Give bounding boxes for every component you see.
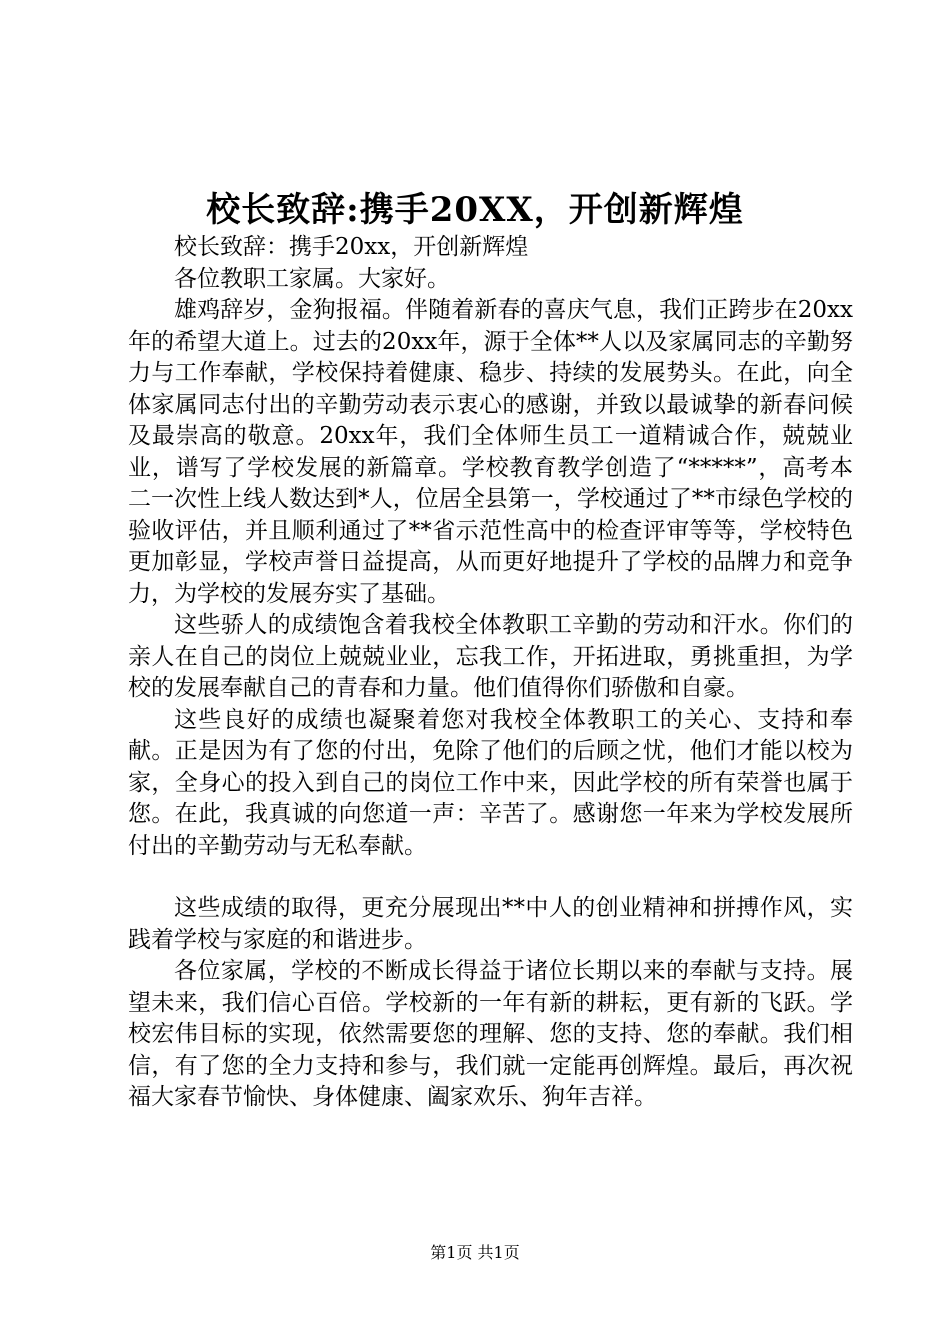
paragraph-family-support: 这些良好的成绩也凝聚着您对我校全体教职工的关心、支持和奉献。正是因为有了您的付出，免除了他们的后顾之忧，他们才能以校为家，全身心的投入到自己的岗位工作中来，因此学校的所有荣誉也属于您。在此，我真诚的向您道一声：辛苦了。感谢您一年来为学校发展所付出的辛勤劳动与无私奉献。 xyxy=(128,706,853,859)
page-footer: 第1页 共1页 xyxy=(430,1243,520,1262)
paragraph-closing: 各位家属，学校的不断成长得益于诸位长期以来的奉献与支持。展望未来，我们信心百倍。学校新的一年有新的耕耘，更有新的飞跃。学校宏伟目标的实现，依然需要您的理解、您的支持、您的奉献。我们相信，有了您的全力支持和参与，我们就一定能再创辉煌。最后，再次祝福大家春节愉快、身体健康、阖家欢乐、狗年吉祥。 xyxy=(128,958,853,1110)
paragraph-staff-effort: 这些骄人的成绩饱含着我校全体教职工辛勤的劳动和汗水。你们的亲人在自己的岗位上兢兢业业，忘我工作，开拓进取，勇挑重担，为学校的发展奉献自己的青春和力量。他们值得你们骄傲和自豪。 xyxy=(128,612,853,701)
paragraph-subtitle: 校长致辞：携手20xx，开创新辉煌 xyxy=(174,234,529,260)
paragraph-greeting: 各位教职工家属。大家好。 xyxy=(174,265,450,292)
document-body xyxy=(128,232,853,1114)
document-title: 校长致辞:携手20XX，开创新辉煌 xyxy=(206,190,744,230)
paragraph-spirit: 这些成绩的取得，更充分展现出**中人的创业精神和拼搏作风，实践着学校与家庭的和谐进步。 xyxy=(128,895,853,953)
paragraph-achievements: 雄鸡辞岁，金狗报福。伴随着新春的喜庆气息，我们正跨步在20xx年的希望大道上。过去的20xx年，源于全体**人以及家属同志的辛勤努力与工作奉献，学校保持着健康、稳步、持续的发展势头。在此，向全体家属同志付出的辛勤劳动表示衷心的感谢，并致以最诚挚的新春问候及最崇高的敬意。20xx年，我们全体师生员工一道精诚合作，兢兢业业，谱写了学校发展的新篇章。学校教育教学创造了“*****”，高考本二一次性上线人数达到*人，位居全县第一，学校通过了**市绿色学校的验收评估，并且顺利通过了**省示范性高中的检查评审等等，学校特色更加彰显，学校声誉日益提高，从而更好地提升了学校的品牌力和竞争力，为学校的发展夯实了基础。 xyxy=(128,297,853,607)
